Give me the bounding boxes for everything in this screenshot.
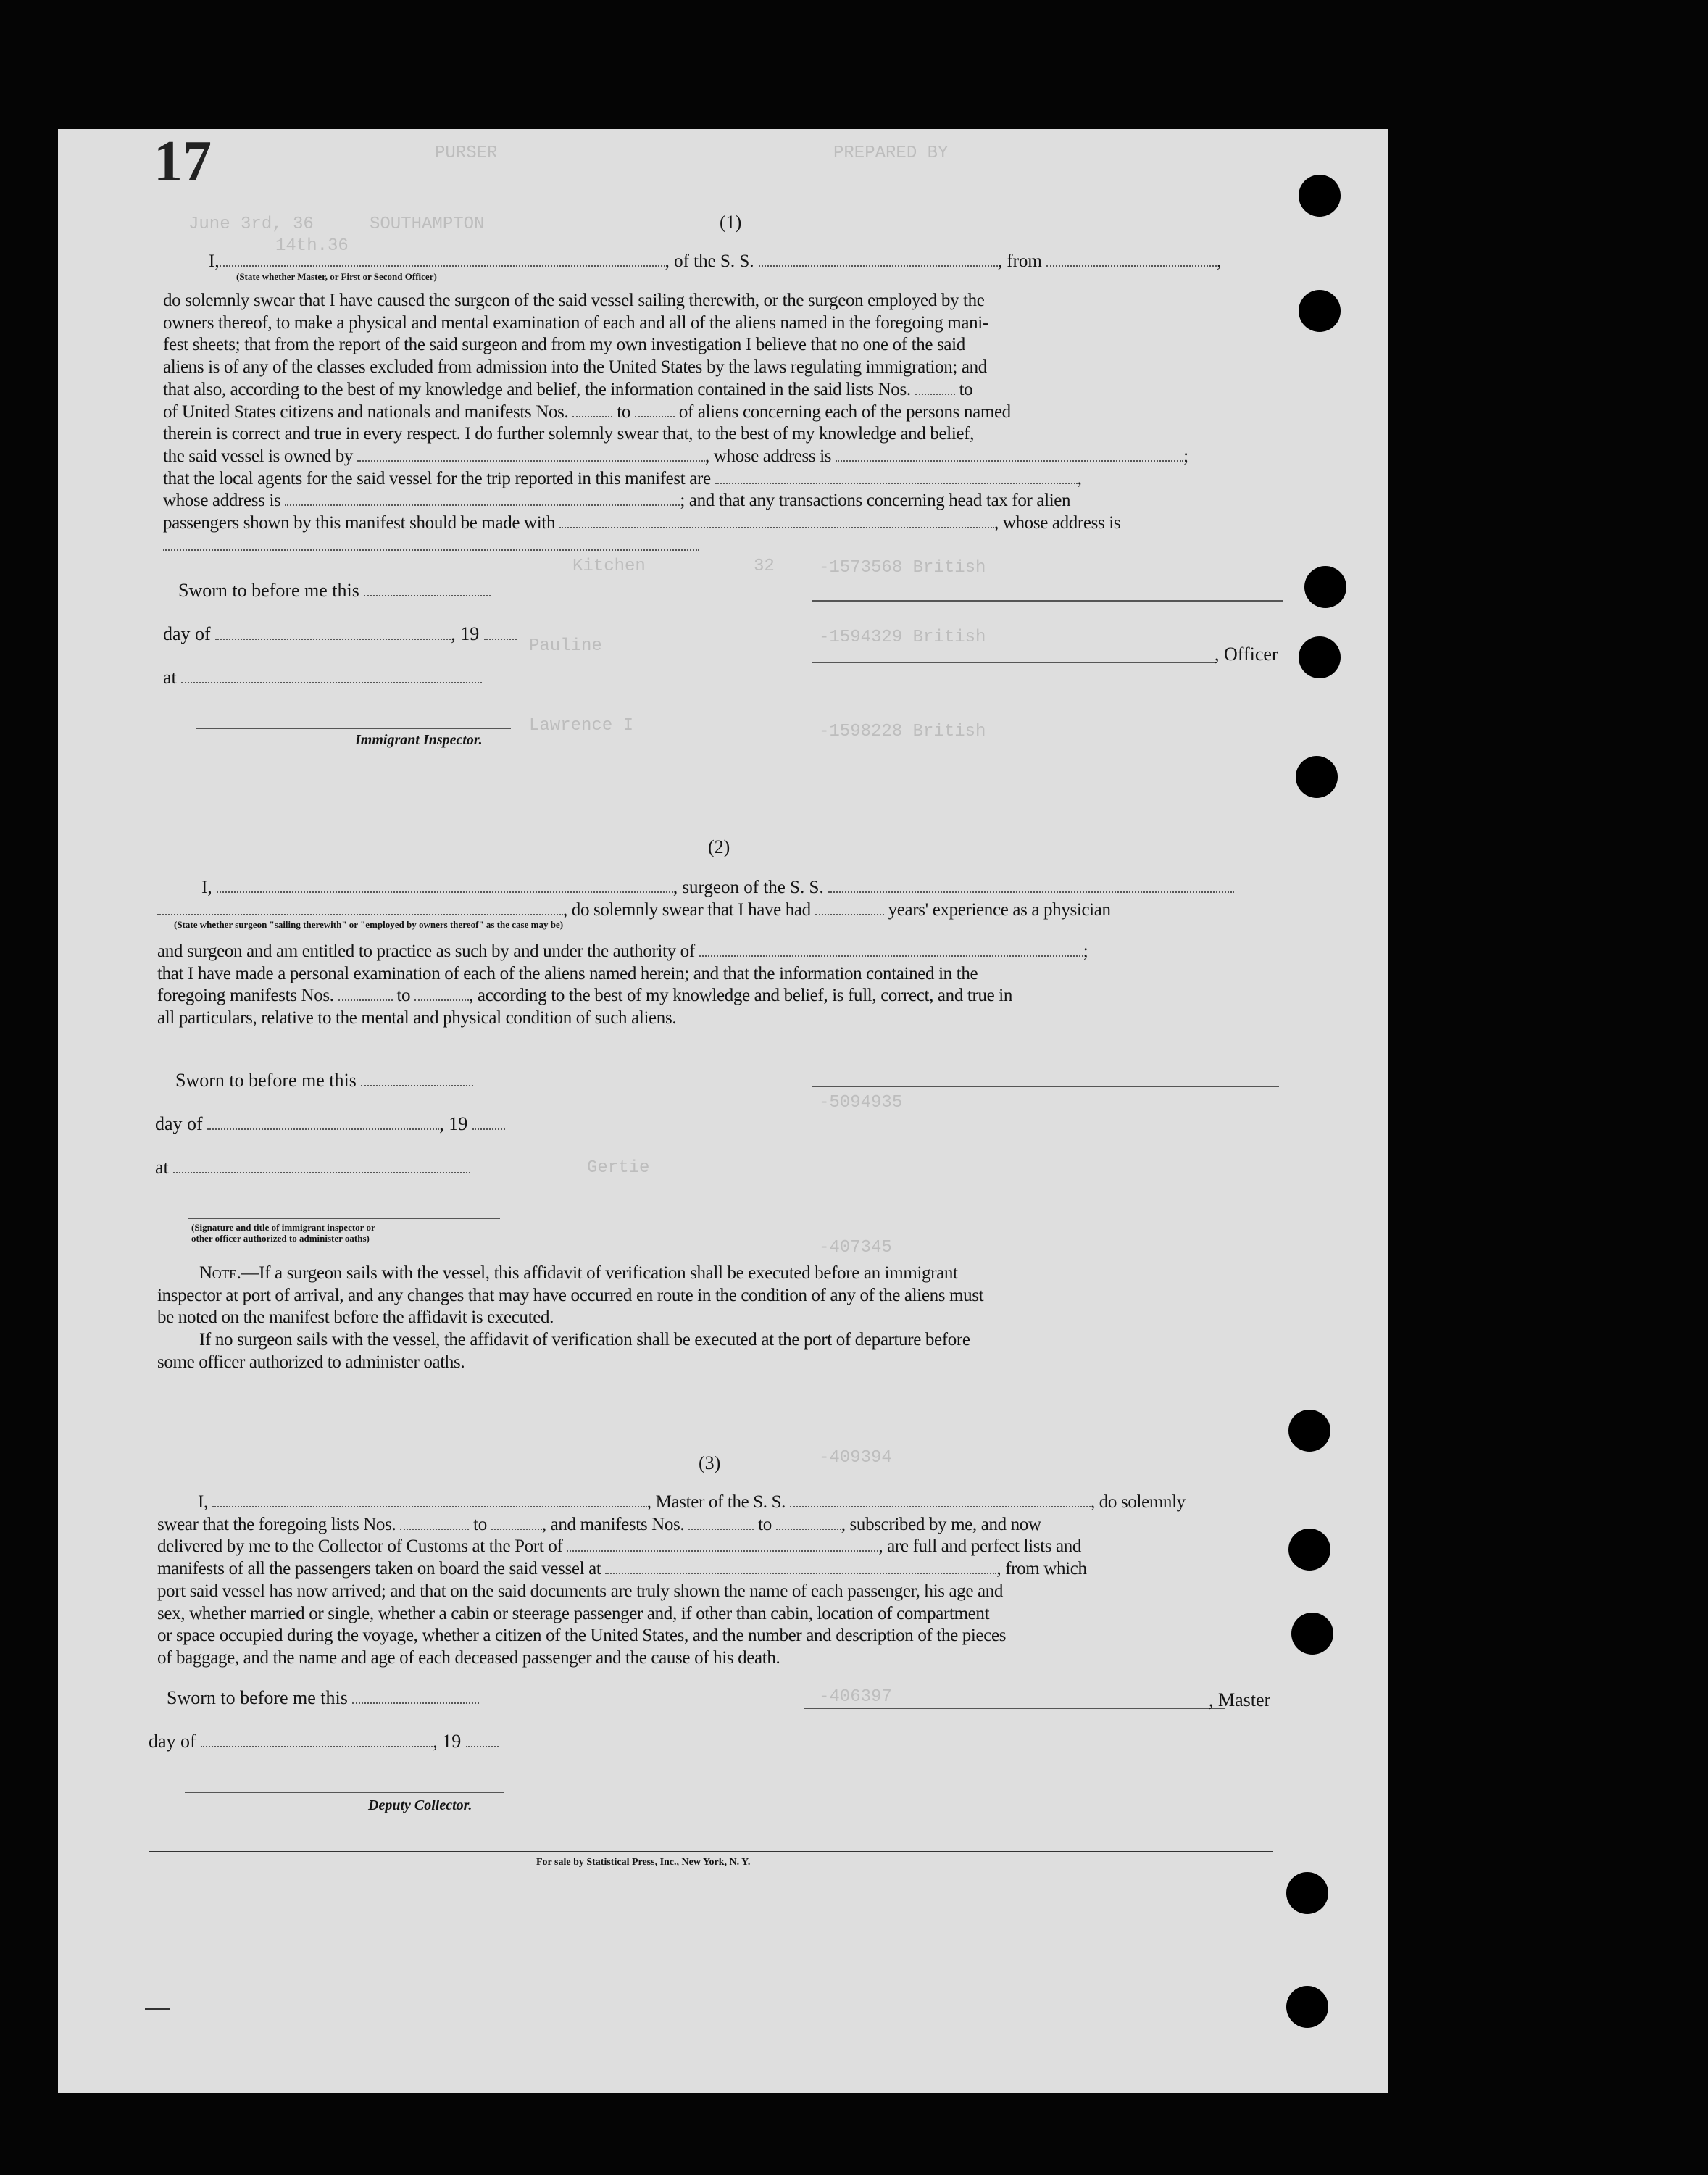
section-2-first-line: I, , surgeon of the S. S. bbox=[201, 877, 1234, 899]
section-3-oath-text: I, , Master of the S. S. , do solemnly swear that the foregoing lists Nos. to , and manifests Nos. to , subscribed by me, and now delivered by me to the Collector of Customs at the Port of , are full and perfect lists and manifests of all the passengers taken on board the said vessel at , from which port said vessel has now arrived; and that on the said documents are truly shown the name of each passenger, his age and sex, whether married or single, whether a cabin or steerage passenger and, if other than cabin, location of compartment or space occupied during the voyage, whether a citizen of the United States, and the number and description of the pieces of baggage, and the name and age of each deceased passenger and the cause of his death. bbox=[157, 1492, 1186, 1668]
section-2-at: at bbox=[155, 1157, 470, 1178]
page-number: 17 bbox=[154, 130, 212, 194]
section-1-first-line: I, , of the S. S. , from , bbox=[209, 251, 1222, 271]
section-1-inspector-signature-line bbox=[196, 728, 511, 729]
punch-hole-10 bbox=[1286, 1986, 1328, 2028]
punch-hole-3 bbox=[1304, 566, 1346, 608]
section-1-oath-text: do solemnly swear that I have caused the surgeon of the said vessel sailing therewith, or the surgeon employed by the owners thereof, to make a physical and mental examination of each and all of the aliens named in the foregoing mani- fest sheets; that from the report of the said surgeon and from my own investigation I believe that no one of the said aliens is of any of the classes excluded from admission into the United States by the laws regulating immigration; and that also, according to the best of my knowledge and belief, the information contained in the said lists Nos. to of United States citizens and nationals and manifests Nos. to of aliens concerning each of the persons named therein is correct and true in every respect. I do further solemnly swear that, to the best of my knowledge and belief, the said vessel is owned by , whose address is ; that the local agents for the said vessel for the trip reported in this manifest are , whose address is ; and that any transactions concerning head tax for alien passengers shown by this manifest should be made with , whose address is bbox=[163, 290, 1188, 557]
section-2-oath-text: and surgeon and am entitled to practice as such by and under the authority of ; that I have made a personal examination of each of the aliens named herein; and that the information contained in the foregoing manifests Nos. to , according to the best of my knowledge and belief, is full, correct, and true in all particulars, relative to the mental and physical condition of such aliens. bbox=[157, 941, 1088, 1028]
section-2-signature-note: (Signature and title of immigrant inspector or other officer authorized to administer oaths) bbox=[191, 1222, 375, 1244]
punch-hole-7 bbox=[1288, 1529, 1330, 1571]
section-3-day-of: day of , 19 bbox=[149, 1731, 499, 1752]
punch-hole-4 bbox=[1299, 636, 1341, 678]
manifest-page: 17 PURSER PREPARED BY June 3rd, 36 SOUTHAMPTON 14th.36 Kitchen 32 -1573568 British Pauline -1594329 British Lawrence I -1598228 British -5094935 Gertie -407345 -409394 -406397 (1) I, , of the S. S. , from , (State whether Master, or First or Second Officer) do solemnly swear that I have caused the surgeon of the said vessel sailing therewith, or the surgeon employed by the owners thereof, to make a physical and mental examination of each and all of the aliens named in the foregoing mani- fest sheets; that from the report of the said surgeon and from my own investigation I believe that no one of the said aliens is of any of the classes excluded from admission into the United States by the laws regulating immigration; and that also, according to the best of my knowledge and belief, the information contained in the said lists Nos. to of United States citizens and nationals and manifests Nos. to of aliens concerning each of the persons named therein is correct and true in every respect. I do further solemnly swear that, to the best of my knowledge and belief, the said vessel is owned by , whose address is ; that the local agents for the said vessel for the trip reported in this manifest are , whose address is ; and that any transactions concerning head tax for alien passengers shown by this manifest should be made with , whose address is Sworn to before me this day of , 19 at Immigrant Inspector. , Officer (2) I, , surgeon of the S. S. , do solemnly swear that I have had years' experience as a physician (State whether surgeon "sailing therewith" or "employed by owners thereof" as the case may be) and surgeon and am entitled to practice as such by and under the authority of ; that I have made a personal examination of each of the aliens named herein; and that the information contained in the foregoing manifests Nos. to , according to the best of my knowledge and belief, is full, correct, and true in all particulars, relative to the mental and physical condition of such aliens. Sworn to before me this day of , 19 at (Signature and title of immigrant inspector or other officer authorized to administer oaths) Note.—If a surgeon sails with the vessel, this affidavit of verification shall be executed before an immigrant inspector at port of arrival, and any changes that may have occurred en route in the condition of any of the aliens must be noted on the manifest before the affidavit is executed. If no surgeon sails with the vessel, the affidavit of verification shall be executed at the port of departure before some officer authorized to administer oaths. (3) I, , Master of the S. S. , do solemnly swear that the foregoing lists Nos. to , and manifests Nos. to , subscribed by me, and now delivered by me to the Collector of Customs at the Port of , are full and perfect lists and manifests of all the passengers taken on board the said vessel at , from which port said vessel has now arrived; and that on the said documents are truly shown the name of each passenger, his age and sex, whether married or single, whether a cabin or steerage passenger and, if other than cabin, location of compartment or space occupied during the voyage, whether a citizen of the United States, and the number and description of the pieces of baggage, and the name and age of each deceased passenger and the cause of his death. Sworn to before me this , Master day of , 19 Deputy Collector. For sale by Statistical Press, Inc., New York, N. Y. bbox=[58, 129, 1388, 2093]
punch-hole-5 bbox=[1296, 756, 1338, 798]
section-2-note: Note.—If a surgeon sails with the vessel, this affidavit of verification shall be executed before an immigrant inspector at port of arrival, and any changes that may have occurred en route in the condition of any of the aliens must be noted on the manifest before the affidavit is executed. If no surgeon sails with the vessel, the affidavit of verification shall be executed at the port of departure before some officer authorized to administer oaths. bbox=[157, 1263, 984, 1372]
section-2-second-line: , do solemnly swear that I have had years' experience as a physician bbox=[157, 899, 1111, 922]
punch-hole-8 bbox=[1291, 1613, 1333, 1655]
section-3-heading: (3) bbox=[699, 1452, 721, 1473]
section-2-surgeon-note: (State whether surgeon "sailing therewith" or "employed by owners thereof" as the case may be) bbox=[174, 919, 564, 930]
section-2-day-of: day of , 19 bbox=[155, 1113, 505, 1135]
footer-imprint: For sale by Statistical Press, Inc., New York, N. Y. bbox=[536, 1857, 751, 1868]
section-2-sworn: Sworn to before me this bbox=[175, 1070, 473, 1091]
section-1-officer-signature-line-2 bbox=[812, 662, 1217, 663]
section-3-master-signature-line bbox=[804, 1708, 1225, 1709]
section-1-day-of: day of , 19 bbox=[163, 623, 517, 645]
pencil-mark bbox=[145, 2008, 170, 2010]
section-3-sworn: Sworn to before me this bbox=[167, 1687, 479, 1709]
section-1-officer-label: , Officer bbox=[1215, 644, 1278, 665]
section-1-officer-note: (State whether Master, or First or Second Officer) bbox=[236, 271, 437, 282]
punch-hole-2 bbox=[1299, 290, 1341, 332]
section-3-deputy-signature-line bbox=[185, 1792, 504, 1793]
section-3-deputy-caption: Deputy Collector. bbox=[368, 1797, 472, 1813]
footer-rule bbox=[149, 1851, 1273, 1852]
section-1-officer-signature-line-1 bbox=[812, 600, 1283, 602]
section-3-master-label: , Master bbox=[1209, 1689, 1271, 1710]
section-2-inspector-signature-line bbox=[188, 1218, 500, 1219]
punch-hole-1 bbox=[1299, 175, 1341, 217]
section-1-sworn: Sworn to before me this bbox=[178, 580, 491, 602]
section-1-heading: (1) bbox=[720, 212, 742, 233]
punch-hole-6 bbox=[1288, 1410, 1330, 1452]
section-1-inspector-caption: Immigrant Inspector. bbox=[355, 732, 483, 748]
section-2-heading: (2) bbox=[708, 836, 730, 857]
punch-hole-9 bbox=[1286, 1872, 1328, 1914]
section-2-surgeon-signature-line bbox=[812, 1086, 1279, 1087]
section-1-at: at bbox=[163, 667, 482, 689]
